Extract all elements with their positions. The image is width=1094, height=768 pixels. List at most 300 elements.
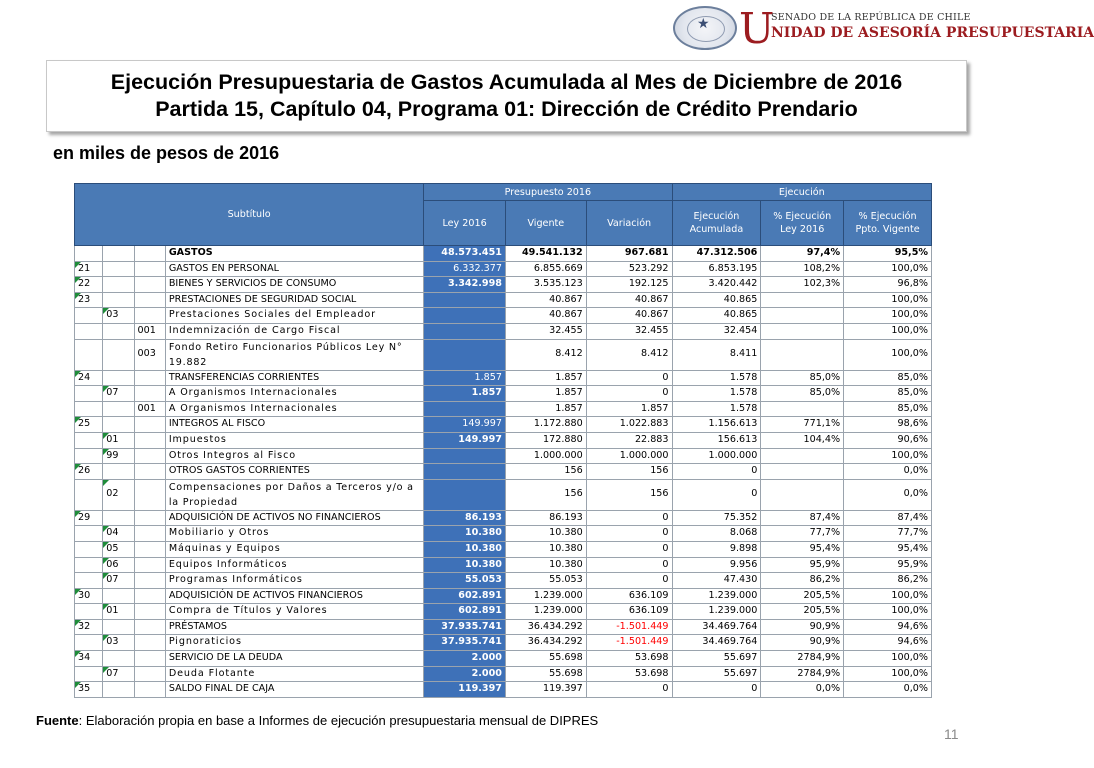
subtitle-code-cell — [75, 666, 103, 682]
pct-ley-cell: 87,4% — [761, 510, 844, 526]
pct-ley-cell: 95,4% — [761, 541, 844, 557]
pct-ley-cell: 85,0% — [761, 370, 844, 386]
pct-ley-cell: 77,7% — [761, 526, 844, 542]
variacion-cell: 0 — [586, 541, 672, 557]
item-code-cell — [103, 370, 134, 386]
item-code-cell: 07 — [103, 573, 134, 589]
concept-name-cell: A Organismos Internacionales — [165, 401, 423, 417]
item-code-cell: 03 — [103, 635, 134, 651]
variacion-cell: 40.867 — [586, 308, 672, 324]
table-row — [75, 619, 932, 635]
variacion-cell: 53.698 — [586, 651, 672, 667]
pct-vigente-cell: 94,6% — [844, 619, 932, 635]
ejecucion-acumulada-cell: 47.430 — [672, 573, 761, 589]
ejecucion-acumulada-cell: 9.898 — [672, 541, 761, 557]
subtitle-code-cell — [75, 479, 103, 510]
concept-name-cell: BIENES Y SERVICIOS DE CONSUMO — [165, 277, 423, 293]
vigente-cell: 1.857 — [505, 401, 586, 417]
pct-vigente-cell: 94,6% — [844, 635, 932, 651]
item-code-cell — [103, 339, 134, 370]
table-row — [75, 370, 932, 386]
concept-name-cell: Programas Informáticos — [165, 573, 423, 589]
ley-2016-cell — [424, 339, 506, 370]
vigente-cell: 10.380 — [505, 557, 586, 573]
vigente-cell: 172.880 — [505, 432, 586, 448]
pct-vigente-cell: 100,0% — [844, 448, 932, 464]
item-code-cell — [103, 510, 134, 526]
concept-name-cell: ADQUISICIÓN DE ACTIVOS NO FINANCIEROS — [165, 510, 423, 526]
ley-2016-cell — [424, 401, 506, 417]
subtitle-code-cell — [75, 541, 103, 557]
ejecucion-acumulada-cell: 9.956 — [672, 557, 761, 573]
title-box — [46, 60, 967, 132]
vigente-cell: 1.000.000 — [505, 448, 586, 464]
item-code-cell: 01 — [103, 432, 134, 448]
senate-seal-icon — [673, 6, 737, 50]
seal-star-icon: ★ — [697, 16, 710, 32]
concept-name-cell: Impuestos — [165, 432, 423, 448]
variacion-cell: 0 — [586, 386, 672, 402]
vigente-cell: 156 — [505, 464, 586, 480]
ejecucion-acumulada-cell: 40.865 — [672, 308, 761, 324]
variacion-cell: 192.125 — [586, 277, 672, 293]
assignment-code-cell — [134, 510, 165, 526]
concept-name-cell: Indemnización de Cargo Fiscal — [165, 323, 423, 339]
pct-ley-cell — [761, 292, 844, 308]
variacion-cell: 156 — [586, 479, 672, 510]
variacion-cell: 0 — [586, 573, 672, 589]
ejecucion-acumulada-cell: 1.156.613 — [672, 417, 761, 433]
variacion-cell: 53.698 — [586, 666, 672, 682]
item-code-cell — [103, 401, 134, 417]
pct-vigente-cell: 95,9% — [844, 557, 932, 573]
ley-2016-cell: 1.857 — [424, 370, 506, 386]
ejecucion-acumulada-cell: 55.697 — [672, 666, 761, 682]
item-code-cell — [103, 588, 134, 604]
pct-ley-cell: 0,0% — [761, 682, 844, 698]
pct-vigente-cell: 95,5% — [844, 246, 932, 262]
vigente-cell: 55.053 — [505, 573, 586, 589]
table-row — [75, 510, 932, 526]
subtitle-code-cell: 23 — [75, 292, 103, 308]
pct-ley-cell: 205,5% — [761, 604, 844, 620]
assignment-code-cell — [134, 666, 165, 682]
variacion-cell: 0 — [586, 682, 672, 698]
item-code-cell — [103, 323, 134, 339]
table-row — [75, 339, 932, 370]
table-row — [75, 666, 932, 682]
variacion-cell: 1.022.883 — [586, 417, 672, 433]
ejecucion-acumulada-cell: 8.411 — [672, 339, 761, 370]
table-row — [75, 323, 932, 339]
vigente-cell: 1.857 — [505, 386, 586, 402]
header-vigente: Vigente — [505, 201, 586, 246]
ejecucion-acumulada-cell: 1.578 — [672, 370, 761, 386]
ley-2016-cell: 10.380 — [424, 557, 506, 573]
header-variacion: Variación — [586, 201, 672, 246]
pct-ley-cell — [761, 323, 844, 339]
assignment-code-cell — [134, 604, 165, 620]
subtitle-code-cell — [75, 557, 103, 573]
pct-vigente-cell: 100,0% — [844, 261, 932, 277]
header-ejecucion-acumulada: Ejecución Acumulada — [672, 201, 761, 246]
subtitle-code-cell: 32 — [75, 619, 103, 635]
pct-ley-cell — [761, 448, 844, 464]
pct-vigente-cell: 100,0% — [844, 651, 932, 667]
variacion-cell: -1.501.449 — [586, 635, 672, 651]
vigente-cell: 55.698 — [505, 666, 586, 682]
concept-name-cell: Equipos Informáticos — [165, 557, 423, 573]
ejecucion-acumulada-cell: 156.613 — [672, 432, 761, 448]
table-row — [75, 401, 932, 417]
variacion-cell: 40.867 — [586, 292, 672, 308]
vigente-cell: 6.855.669 — [505, 261, 586, 277]
assignment-code-cell — [134, 246, 165, 262]
variacion-cell: 0 — [586, 510, 672, 526]
table-row — [75, 573, 932, 589]
source-text: : Elaboración propia en base a Informes de ejecución presupuestaria mensual de DIPRES — [78, 713, 599, 728]
item-code-cell: 04 — [103, 526, 134, 542]
page-title: Ejecución Presupuestaria de Gastos Acumulada al Mes de Diciembre de 2016 — [110, 70, 903, 94]
item-code-cell — [103, 261, 134, 277]
assignment-code-cell: 001 — [134, 323, 165, 339]
variacion-cell: 22.883 — [586, 432, 672, 448]
header-pct-vigente: % Ejecución Ppto. Vigente — [844, 201, 932, 246]
pct-vigente-cell: 98,6% — [844, 417, 932, 433]
ley-2016-cell: 149.997 — [424, 417, 506, 433]
subtitle-code-cell: 29 — [75, 510, 103, 526]
pct-vigente-cell: 0,0% — [844, 479, 932, 510]
subtitle-code-cell: 34 — [75, 651, 103, 667]
concept-name-cell: ADQUISICIÓN DE ACTIVOS FINANCIEROS — [165, 588, 423, 604]
concept-name-cell: Deuda Flotante — [165, 666, 423, 682]
assignment-code-cell — [134, 386, 165, 402]
vigente-cell: 32.455 — [505, 323, 586, 339]
ejecucion-acumulada-cell: 1.578 — [672, 386, 761, 402]
variacion-cell: 156 — [586, 464, 672, 480]
ejecucion-acumulada-cell: 1.000.000 — [672, 448, 761, 464]
pct-ley-cell: 2784,9% — [761, 666, 844, 682]
variacion-cell: 0 — [586, 370, 672, 386]
subtitle-code-cell — [75, 246, 103, 262]
ley-2016-cell — [424, 323, 506, 339]
pct-vigente-cell: 85,0% — [844, 370, 932, 386]
item-code-cell — [103, 651, 134, 667]
ejecucion-acumulada-cell: 1.239.000 — [672, 588, 761, 604]
pct-ley-cell: 205,5% — [761, 588, 844, 604]
assignment-code-cell — [134, 651, 165, 667]
ley-2016-cell — [424, 479, 506, 510]
assignment-code-cell — [134, 573, 165, 589]
pct-ley-cell: 86,2% — [761, 573, 844, 589]
vigente-cell: 119.397 — [505, 682, 586, 698]
units-subtitle: en miles de pesos de 2016 — [53, 143, 280, 163]
vigente-cell: 86.193 — [505, 510, 586, 526]
ley-2016-cell: 6.332.377 — [424, 261, 506, 277]
pct-ley-cell — [761, 308, 844, 324]
variacion-cell: 636.109 — [586, 604, 672, 620]
pct-ley-cell: 108,2% — [761, 261, 844, 277]
pct-ley-cell — [761, 479, 844, 510]
variacion-cell: 1.857 — [586, 401, 672, 417]
ejecucion-acumulada-cell: 0 — [672, 464, 761, 480]
subtitle-code-cell — [75, 573, 103, 589]
concept-name-cell: TRANSFERENCIAS CORRIENTES — [165, 370, 423, 386]
pct-vigente-cell: 100,0% — [844, 339, 932, 370]
pct-vigente-cell: 100,0% — [844, 308, 932, 324]
assignment-code-cell — [134, 417, 165, 433]
ejecucion-acumulada-cell: 40.865 — [672, 292, 761, 308]
ley-2016-cell — [424, 464, 506, 480]
assignment-code-cell — [134, 619, 165, 635]
assignment-code-cell — [134, 526, 165, 542]
vigente-cell: 49.541.132 — [505, 246, 586, 262]
table-row — [75, 292, 932, 308]
pct-vigente-cell: 86,2% — [844, 573, 932, 589]
item-code-cell — [103, 417, 134, 433]
ley-2016-cell: 3.342.998 — [424, 277, 506, 293]
header-presupuesto: Presupuesto 2016 — [424, 184, 672, 201]
logo-unit-text: NIDAD DE ASESORÍA PRESUPUESTARIA — [771, 25, 1094, 41]
vigente-cell: 1.172.880 — [505, 417, 586, 433]
assignment-code-cell — [134, 432, 165, 448]
item-code-cell — [103, 246, 134, 262]
pct-ley-cell — [761, 401, 844, 417]
table-row — [75, 261, 932, 277]
pct-vigente-cell: 87,4% — [844, 510, 932, 526]
concept-name-cell: Compensaciones por Daños a Terceros y/o a la Propiedad — [165, 479, 423, 510]
ley-2016-cell: 48.573.451 — [424, 246, 506, 262]
subtitle-code-cell: 22 — [75, 277, 103, 293]
subtitle-code-cell — [75, 308, 103, 324]
subtitle-code-cell — [75, 604, 103, 620]
variacion-cell: 0 — [586, 557, 672, 573]
vigente-cell: 40.867 — [505, 292, 586, 308]
pct-ley-cell: 2784,9% — [761, 651, 844, 667]
item-code-cell: 07 — [103, 666, 134, 682]
ley-2016-cell: 10.380 — [424, 526, 506, 542]
ley-2016-cell — [424, 448, 506, 464]
subtitle-code-cell: 25 — [75, 417, 103, 433]
vigente-cell: 40.867 — [505, 308, 586, 324]
pct-vigente-cell: 77,7% — [844, 526, 932, 542]
pct-ley-cell: 90,9% — [761, 619, 844, 635]
pct-vigente-cell: 95,4% — [844, 541, 932, 557]
pct-ley-cell: 97,4% — [761, 246, 844, 262]
ejecucion-acumulada-cell: 34.469.764 — [672, 619, 761, 635]
ley-2016-cell: 119.397 — [424, 682, 506, 698]
vigente-cell: 36.434.292 — [505, 635, 586, 651]
item-code-cell — [103, 464, 134, 480]
assignment-code-cell — [134, 370, 165, 386]
vigente-cell: 1.857 — [505, 370, 586, 386]
pct-vigente-cell: 90,6% — [844, 432, 932, 448]
table-row — [75, 246, 932, 262]
variacion-cell: 8.412 — [586, 339, 672, 370]
ley-2016-cell — [424, 292, 506, 308]
pct-vigente-cell: 85,0% — [844, 386, 932, 402]
table-row — [75, 682, 932, 698]
ejecucion-acumulada-cell: 32.454 — [672, 323, 761, 339]
concept-name-cell: Otros Integros al Fisco — [165, 448, 423, 464]
subtitle-code-cell: 26 — [75, 464, 103, 480]
concept-name-cell: Pignoraticios — [165, 635, 423, 651]
item-code-cell — [103, 619, 134, 635]
table-row — [75, 464, 932, 480]
pct-vigente-cell: 0,0% — [844, 682, 932, 698]
ejecucion-acumulada-cell: 47.312.506 — [672, 246, 761, 262]
item-code-cell: 06 — [103, 557, 134, 573]
table-row — [75, 386, 932, 402]
ejecucion-acumulada-cell: 8.068 — [672, 526, 761, 542]
header-pct-ley: % Ejecución Ley 2016 — [761, 201, 844, 246]
concept-name-cell: Prestaciones Sociales del Empleador — [165, 308, 423, 324]
table-row — [75, 479, 932, 510]
pct-vigente-cell: 100,0% — [844, 604, 932, 620]
vigente-cell: 156 — [505, 479, 586, 510]
vigente-cell: 55.698 — [505, 651, 586, 667]
variacion-cell: 1.000.000 — [586, 448, 672, 464]
page-title-line-2: Partida 15, Capítulo 04, Programa 01: Dirección de Crédito Prendario — [155, 97, 858, 121]
ley-2016-cell — [424, 308, 506, 324]
subtitle-code-cell: 24 — [75, 370, 103, 386]
ley-2016-cell: 1.857 — [424, 386, 506, 402]
table-row — [75, 557, 932, 573]
table-row — [75, 308, 932, 324]
ejecucion-acumulada-cell: 0 — [672, 682, 761, 698]
vigente-cell: 1.239.000 — [505, 588, 586, 604]
assignment-code-cell — [134, 464, 165, 480]
assignment-code-cell: 001 — [134, 401, 165, 417]
pct-vigente-cell: 96,8% — [844, 277, 932, 293]
variacion-cell: -1.501.449 — [586, 619, 672, 635]
ejecucion-acumulada-cell: 75.352 — [672, 510, 761, 526]
pct-ley-cell: 90,9% — [761, 635, 844, 651]
subtitle-code-cell — [75, 339, 103, 370]
pct-ley-cell: 102,3% — [761, 277, 844, 293]
concept-name-cell: Fondo Retiro Funcionarios Públicos Ley N° 19.882 — [165, 339, 423, 370]
ley-2016-cell: 10.380 — [424, 541, 506, 557]
concept-name-cell: Máquinas y Equipos — [165, 541, 423, 557]
subtitle-code-cell: 35 — [75, 682, 103, 698]
assignment-code-cell — [134, 261, 165, 277]
assignment-code-cell — [134, 557, 165, 573]
variacion-cell: 523.292 — [586, 261, 672, 277]
vigente-cell: 10.380 — [505, 526, 586, 542]
table-row — [75, 635, 932, 651]
assignment-code-cell — [134, 479, 165, 510]
ejecucion-acumulada-cell: 3.420.442 — [672, 277, 761, 293]
header-ejecucion: Ejecución — [672, 184, 931, 201]
variacion-cell: 32.455 — [586, 323, 672, 339]
assignment-code-cell — [134, 588, 165, 604]
pct-ley-cell — [761, 339, 844, 370]
page-number: 11 — [944, 726, 959, 742]
header-subtitulo: Subtítulo — [75, 184, 424, 246]
variacion-cell: 636.109 — [586, 588, 672, 604]
item-code-cell: 99 — [103, 448, 134, 464]
pct-ley-cell: 95,9% — [761, 557, 844, 573]
ejecucion-acumulada-cell: 34.469.764 — [672, 635, 761, 651]
ley-2016-cell: 55.053 — [424, 573, 506, 589]
table-row — [75, 448, 932, 464]
assignment-code-cell — [134, 277, 165, 293]
pct-ley-cell: 85,0% — [761, 386, 844, 402]
pct-vigente-cell: 100,0% — [844, 323, 932, 339]
table-row — [75, 604, 932, 620]
concept-name-cell: PRÉSTAMOS — [165, 619, 423, 635]
logo-senate-text: SENADO DE LA REPÚBLICA DE CHILE — [771, 12, 971, 23]
concept-name-cell: Compra de Títulos y Valores — [165, 604, 423, 620]
subtitle-code-cell — [75, 386, 103, 402]
header-ley: Ley 2016 — [424, 201, 506, 246]
assignment-code-cell — [134, 635, 165, 651]
concept-name-cell: OTROS GASTOS CORRIENTES — [165, 464, 423, 480]
ley-2016-cell: 602.891 — [424, 604, 506, 620]
ejecucion-acumulada-cell: 6.853.195 — [672, 261, 761, 277]
budget-table-body — [75, 246, 932, 698]
subtitle-code-cell: 21 — [75, 261, 103, 277]
source-label: Fuente — [36, 713, 79, 728]
ley-2016-cell: 2.000 — [424, 666, 506, 682]
item-code-cell — [103, 682, 134, 698]
pct-ley-cell — [761, 464, 844, 480]
assignment-code-cell — [134, 308, 165, 324]
table-row — [75, 526, 932, 542]
assignment-code-cell — [134, 682, 165, 698]
item-code-cell: 02 — [103, 479, 134, 510]
logo-initial: U — [739, 4, 775, 53]
table-row — [75, 277, 932, 293]
pct-vigente-cell: 100,0% — [844, 588, 932, 604]
pct-ley-cell: 771,1% — [761, 417, 844, 433]
vigente-cell: 8.412 — [505, 339, 586, 370]
subtitle-code-cell — [75, 526, 103, 542]
vigente-cell: 1.239.000 — [505, 604, 586, 620]
item-code-cell: 07 — [103, 386, 134, 402]
pct-vigente-cell: 85,0% — [844, 401, 932, 417]
vigente-cell: 10.380 — [505, 541, 586, 557]
concept-name-cell: INTEGROS AL FISCO — [165, 417, 423, 433]
assignment-code-cell — [134, 448, 165, 464]
pct-vigente-cell: 0,0% — [844, 464, 932, 480]
assignment-code-cell — [134, 541, 165, 557]
subtitle-code-cell — [75, 635, 103, 651]
item-code-cell: 05 — [103, 541, 134, 557]
concept-name-cell: Mobiliario y Otros — [165, 526, 423, 542]
concept-name-cell: GASTOS — [165, 246, 423, 262]
item-code-cell: 03 — [103, 308, 134, 324]
subtitle-code-cell — [75, 323, 103, 339]
ejecucion-acumulada-cell: 55.697 — [672, 651, 761, 667]
subtitle-code-cell — [75, 432, 103, 448]
ley-2016-cell: 602.891 — [424, 588, 506, 604]
vigente-cell: 36.434.292 — [505, 619, 586, 635]
subtitle-code-cell: 30 — [75, 588, 103, 604]
concept-name-cell: SERVICIO DE LA DEUDA — [165, 651, 423, 667]
ley-2016-cell: 37.935.741 — [424, 619, 506, 635]
table-row — [75, 588, 932, 604]
item-code-cell — [103, 277, 134, 293]
budget-table — [74, 183, 932, 698]
item-code-cell: 01 — [103, 604, 134, 620]
pct-vigente-cell: 100,0% — [844, 666, 932, 682]
concept-name-cell: PRESTACIONES DE SEGURIDAD SOCIAL — [165, 292, 423, 308]
table-row — [75, 651, 932, 667]
subtitle-code-cell — [75, 448, 103, 464]
pct-ley-cell: 104,4% — [761, 432, 844, 448]
variacion-cell: 0 — [586, 526, 672, 542]
